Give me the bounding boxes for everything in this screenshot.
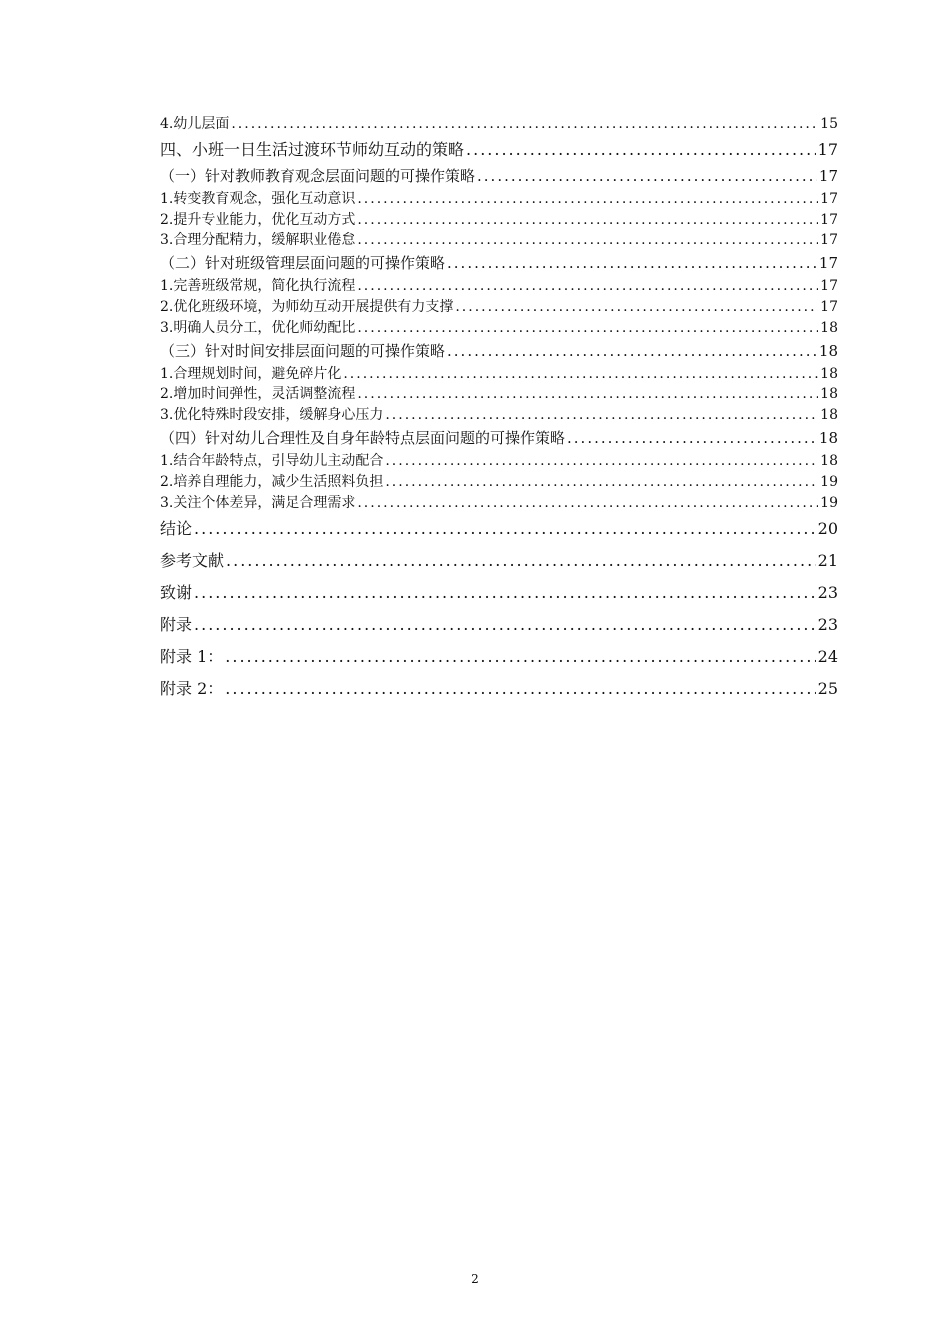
toc-entry-page: 18	[818, 428, 838, 447]
toc-entry-page: 25	[817, 679, 838, 699]
toc-entry-page: 17	[820, 190, 838, 207]
toc-entry[interactable]	[160, 230, 838, 251]
page-number: 2	[471, 1272, 479, 1286]
toc-leader	[357, 189, 818, 210]
toc-entry-title: 1.完善班级常规，简化执行流程	[160, 278, 356, 295]
toc-leader	[194, 609, 816, 641]
toc-leader	[385, 451, 818, 472]
toc-entry-title: 四、小班一日生活过渡环节师幼互动的策略	[160, 139, 465, 159]
toc-entry-page: 15	[820, 116, 838, 132]
toc-entry[interactable]	[160, 641, 838, 673]
toc-entry-title: 2.优化班级环境，为师幼互动开展提供有力支撑	[160, 298, 454, 315]
toc-entry-page: 17	[820, 232, 838, 249]
toc-entry[interactable]	[160, 513, 838, 545]
toc-entry-title: 3.优化特殊时段安排，缓解身心压力	[160, 407, 384, 424]
toc-leader	[194, 513, 816, 545]
toc-entry[interactable]	[160, 364, 838, 385]
toc-leader	[357, 493, 818, 514]
toc-entry-page: 24	[817, 647, 838, 667]
toc-entry-title: 3.明确人员分工，优化师幼配比	[160, 319, 356, 336]
toc-leader	[466, 135, 816, 164]
toc-entry[interactable]	[160, 472, 838, 493]
toc-leader	[357, 276, 818, 297]
toc-leader	[225, 641, 815, 673]
toc-entry[interactable]	[160, 384, 838, 405]
toc-leader	[385, 405, 818, 426]
toc-entry-page: 20	[817, 519, 838, 539]
toc-leader	[477, 164, 817, 189]
toc-entry[interactable]	[160, 135, 838, 164]
toc-entry-title: （三）针对时间安排层面问题的可操作策略	[160, 341, 446, 360]
toc-leader	[231, 114, 818, 135]
toc-entry-page: 18	[820, 319, 838, 336]
toc-leader	[343, 364, 818, 385]
toc-entry-page: 21	[817, 551, 838, 571]
toc-entry-page: 18	[820, 365, 838, 382]
toc-entry-title: （二）针对班级管理层面问题的可操作策略	[160, 254, 446, 273]
toc-entry-title: 2.提升专业能力，优化互动方式	[160, 211, 356, 228]
toc-entry-page: 19	[820, 473, 838, 490]
toc-entry[interactable]	[160, 114, 838, 135]
toc-entry-page: 17	[818, 166, 838, 185]
toc-entry[interactable]	[160, 673, 838, 705]
toc-entry-page: 17	[817, 139, 838, 159]
toc-leader	[567, 426, 817, 451]
toc-entry-title: 附录 2：	[160, 679, 224, 699]
toc-leader	[447, 339, 817, 364]
toc-entry-title: 2.增加时间弹性，灵活调整流程	[160, 386, 356, 403]
toc-leader	[447, 251, 817, 276]
toc-leader	[455, 297, 818, 318]
toc-entry-title: 3.关注个体差异，满足合理需求	[160, 494, 356, 511]
toc-entry[interactable]	[160, 451, 838, 472]
toc-entry-title: 附录 1：	[160, 647, 224, 667]
toc-entry[interactable]	[160, 405, 838, 426]
toc-entry[interactable]	[160, 545, 838, 577]
toc-entry[interactable]	[160, 164, 838, 189]
toc-entry[interactable]	[160, 297, 838, 318]
toc-entry-title: 1.合理规划时间，避免碎片化	[160, 365, 342, 382]
toc-leader	[385, 472, 818, 493]
toc-entry-page: 18	[820, 386, 838, 403]
toc-entry-page: 19	[820, 494, 838, 511]
toc-entry-page: 17	[818, 254, 838, 273]
toc-entry-title: 3.合理分配精力，缓解职业倦怠	[160, 232, 356, 249]
toc-entry[interactable]	[160, 189, 838, 210]
toc-entry-title: 2.培养自理能力，减少生活照料负担	[160, 473, 384, 490]
toc-entry[interactable]	[160, 577, 838, 609]
toc-entry-title: 致谢	[160, 583, 193, 603]
toc-entry-title: 4.幼儿层面	[160, 116, 230, 132]
toc-entry[interactable]	[160, 210, 838, 231]
toc-entry-title: 附录	[160, 615, 193, 635]
toc-entry-title: 1.转变教育观念，强化互动意识	[160, 190, 356, 207]
toc-entry-page: 17	[820, 211, 838, 228]
toc-entry-title: 结论	[160, 519, 193, 539]
toc-entry-page: 18	[820, 452, 838, 469]
toc-entry-title: （一）针对教师教育观念层面问题的可操作策略	[160, 166, 476, 185]
toc-leader	[194, 577, 816, 609]
toc-leader	[357, 384, 818, 405]
toc-entry-title: 1.结合年龄特点，引导幼儿主动配合	[160, 452, 384, 469]
toc-entry-page: 17	[820, 298, 838, 315]
toc-leader	[357, 230, 818, 251]
toc-leader	[226, 545, 816, 577]
table-of-contents	[160, 114, 838, 705]
toc-entry[interactable]	[160, 251, 838, 276]
toc-entry-title: 参考文献	[160, 551, 225, 571]
toc-entry[interactable]	[160, 339, 838, 364]
toc-entry[interactable]	[160, 493, 838, 514]
toc-entry[interactable]	[160, 426, 838, 451]
toc-leader	[225, 673, 815, 705]
toc-entry-page: 18	[818, 341, 838, 360]
toc-entry[interactable]	[160, 318, 838, 339]
toc-leader	[357, 318, 818, 339]
toc-entry-title: （四）针对幼儿合理性及自身年龄特点层面问题的可操作策略	[160, 428, 566, 447]
toc-entry[interactable]	[160, 609, 838, 641]
toc-entry[interactable]	[160, 276, 838, 297]
toc-entry-page: 23	[817, 615, 838, 635]
toc-entry-page: 18	[820, 407, 838, 424]
toc-leader	[357, 210, 818, 231]
toc-entry-page: 23	[817, 583, 838, 603]
toc-entry-page: 17	[820, 278, 838, 295]
